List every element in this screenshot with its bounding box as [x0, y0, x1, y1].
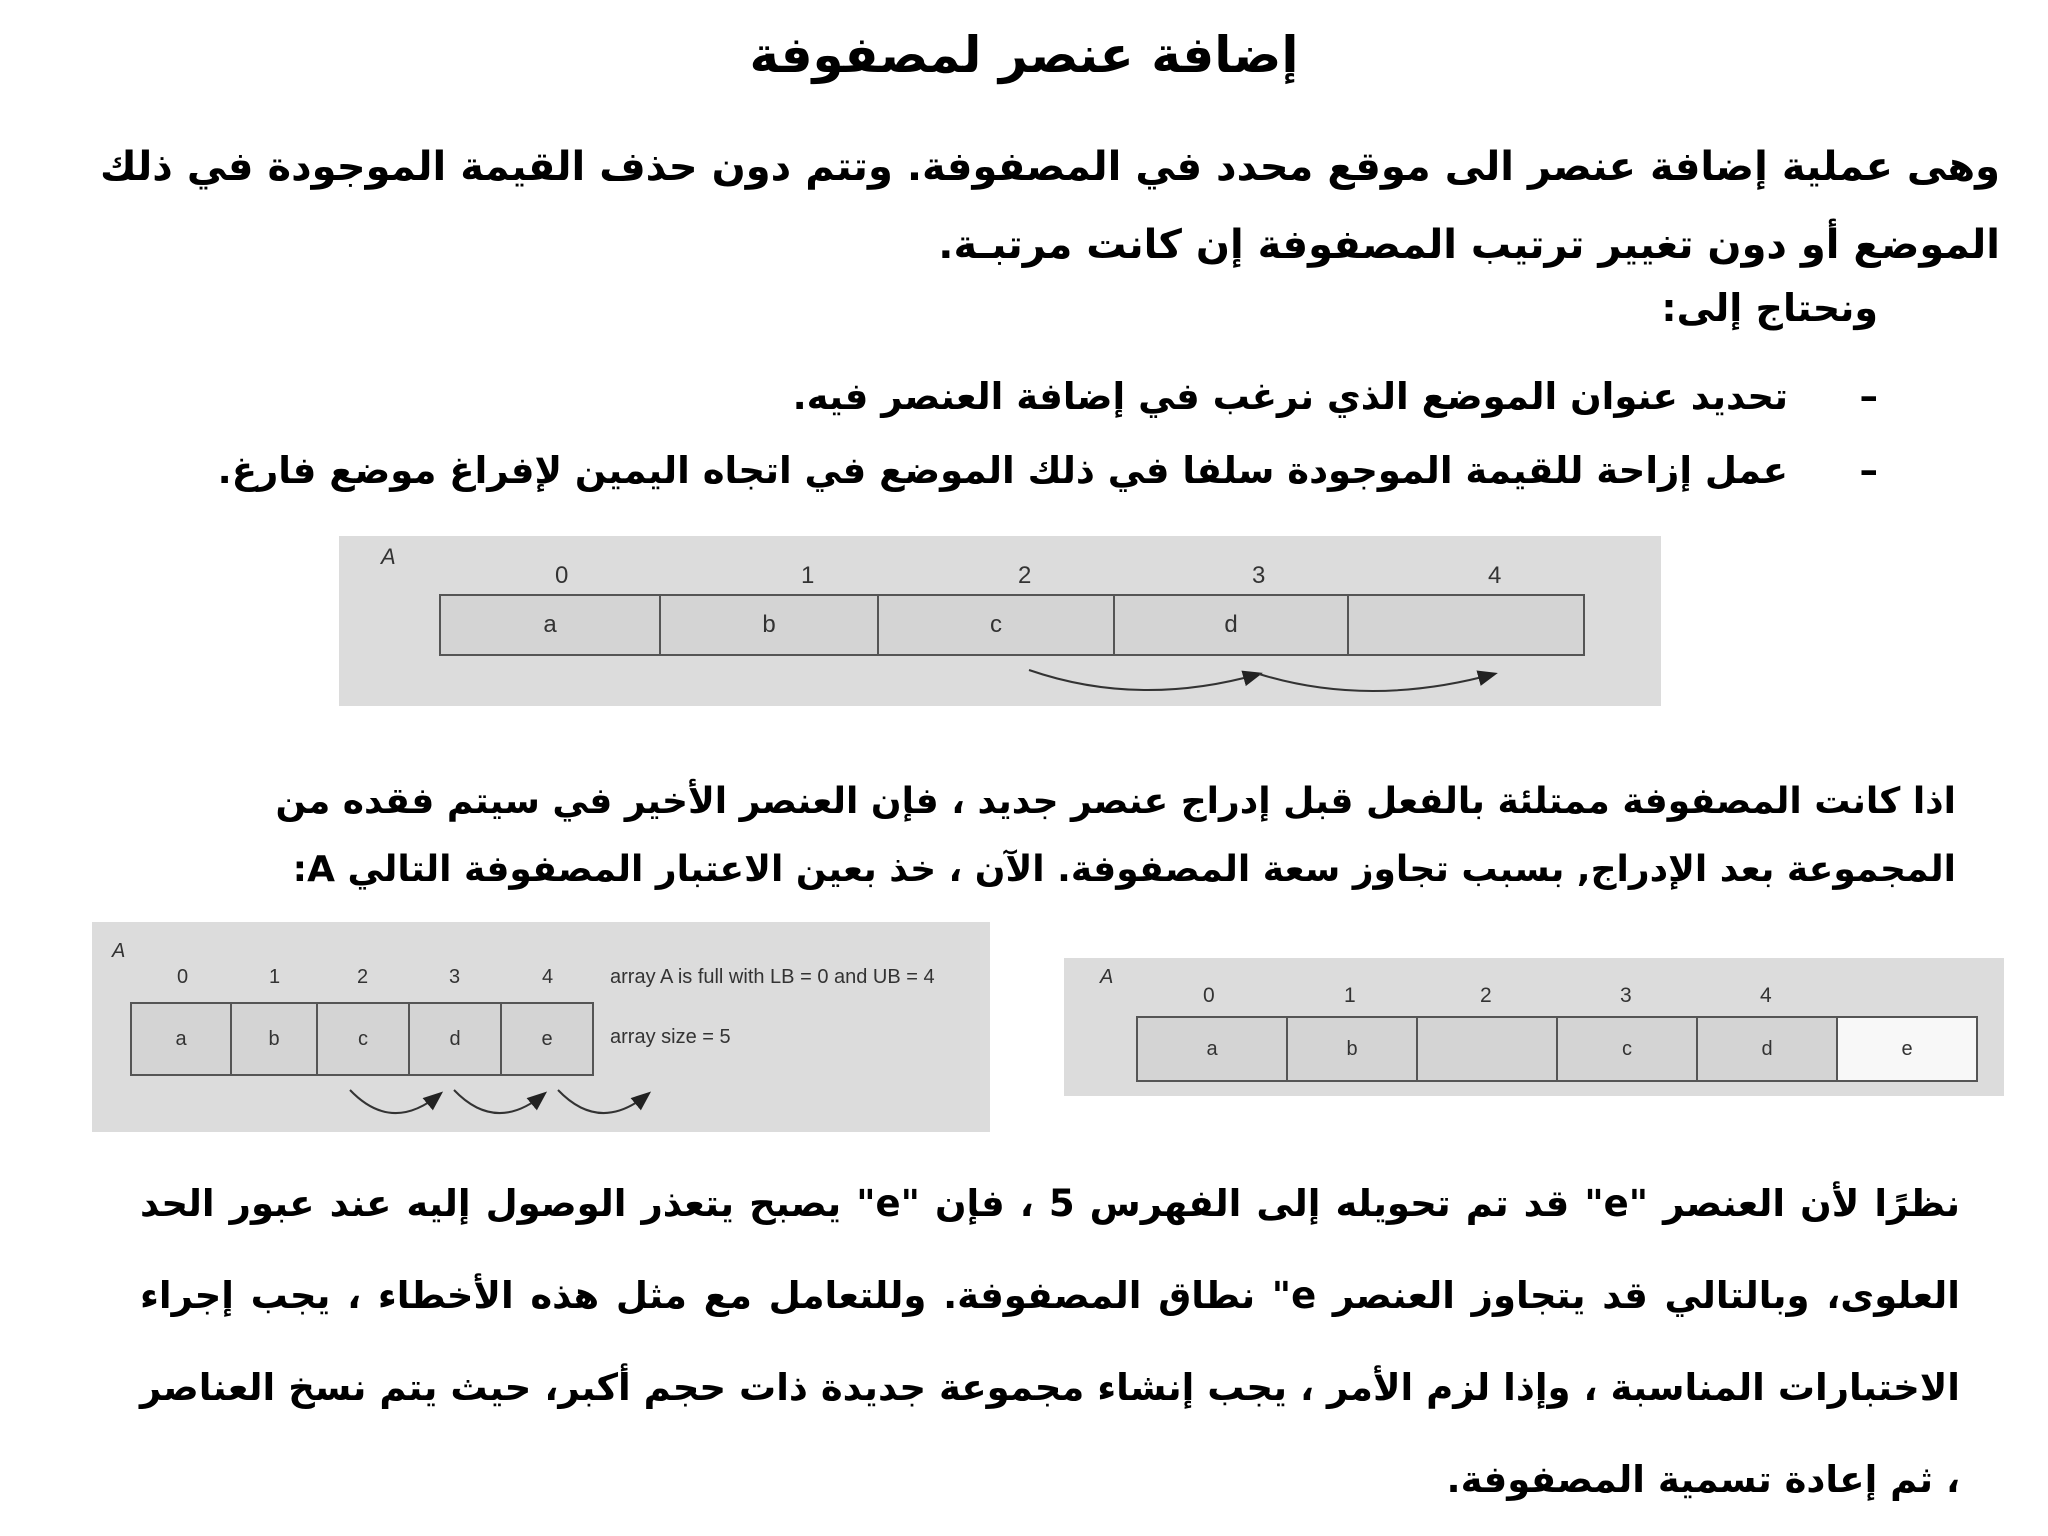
array-name-label: A	[112, 940, 126, 962]
intro-paragraph: وهى عملية إضافة عنصر الى موقع محدد في المصفوفة. وتتم دون حذف القيمة الموجودة في ذلك الموضع أو دون تغيير ترتيب المصفوفة إن كانت مرتبـة.	[100, 144, 2000, 268]
index-label: 3	[1252, 562, 1266, 589]
array-name-label: A	[381, 544, 396, 569]
array-cell: c	[1556, 1016, 1698, 1082]
index-label: 1	[269, 966, 281, 988]
index-label: 1	[1344, 984, 1356, 1007]
array-size-note: array size = 5	[610, 1026, 731, 1048]
array-cell: b	[230, 1002, 318, 1076]
shift-arrows	[92, 922, 990, 1132]
index-label: 3	[449, 966, 461, 988]
array-figure-full	[92, 922, 990, 1132]
page-title: إضافة عنصر لمصفوفة	[749, 26, 1299, 84]
conclusion-paragraph: نظرًا لأن العنصر "e" قد تم تحويله إلى الفهرس 5 ، فإن "e" يصبح يتعذر الوصول إليه عند عبور الحد العلوى، وبالتالي قد يتجاوز العنصر e" نطاق المصفوفة. وللتعامل مع مثل هذه الأخطاء ، يجب إجراء الاختبارات المناسبة ، وإذا لزم الأمر ، يجب إنشاء مجموعة جديدة ذات حجم أكبر، حيث يتم نسخ العناصر ، ثم إعادة تسمية المصفوفة.	[140, 1182, 1960, 1501]
index-label: 2	[1480, 984, 1492, 1007]
array-figure-shift	[339, 536, 1661, 706]
bullet-dash: –	[1859, 375, 1878, 418]
array-cell: b	[1286, 1016, 1418, 1082]
array-cell: d	[1696, 1016, 1838, 1082]
array-cell-overflow: e	[1836, 1016, 1978, 1082]
list-item-text: عمل إزاحة للقيمة الموجودة سلفا في ذلك الموضع في اتجاه اليمين لإفراغ موضع فارغ.	[217, 449, 1788, 492]
index-label: 1	[801, 562, 815, 589]
array-name-label: A	[1100, 966, 1114, 988]
index-label: 2	[357, 966, 369, 988]
array-cell: c	[877, 594, 1115, 656]
overflow-paragraph: اذا كانت المصفوفة ممتلئة بالفعل قبل إدراج عنصر جديد ، فإن العنصر الأخير في سيتم فقده من المجموعة بعد الإدراج, بسبب تجاوز سعة المصفوفة. الآن ، خذ بعين الاعتبار المصفوفة التالي A:	[275, 781, 1956, 890]
array-cell: e	[500, 1002, 594, 1076]
requirements-label: ونحتاج إلى:	[1661, 286, 1878, 330]
list-item	[178, 434, 1878, 508]
index-label: 2	[1018, 562, 1032, 589]
array-cell: a	[439, 594, 661, 656]
array-cell: d	[1113, 594, 1349, 656]
list-item	[178, 360, 1878, 434]
index-label: 4	[1488, 562, 1502, 589]
index-label: 0	[555, 562, 569, 589]
array-cell: b	[659, 594, 879, 656]
array-cell	[1416, 1016, 1558, 1082]
list-item-text: تحديد عنوان الموضع الذي نرغب في إضافة العنصر فيه.	[792, 375, 1788, 418]
array-cell: d	[408, 1002, 502, 1076]
requirements-list	[178, 360, 1878, 508]
array-cell: a	[1136, 1016, 1288, 1082]
index-label: 0	[1203, 984, 1215, 1007]
index-label: 3	[1620, 984, 1632, 1007]
array-full-note: array A is full with LB = 0 and UB = 4	[610, 966, 935, 988]
bullet-dash: –	[1859, 449, 1878, 492]
index-label: 4	[542, 966, 554, 988]
index-label: 0	[177, 966, 189, 988]
index-label: 4	[1760, 984, 1772, 1007]
array-figure-overflow	[1064, 958, 2004, 1096]
array-cell: c	[316, 1002, 410, 1076]
shift-arrows	[339, 536, 1661, 706]
array-cell: a	[130, 1002, 232, 1076]
